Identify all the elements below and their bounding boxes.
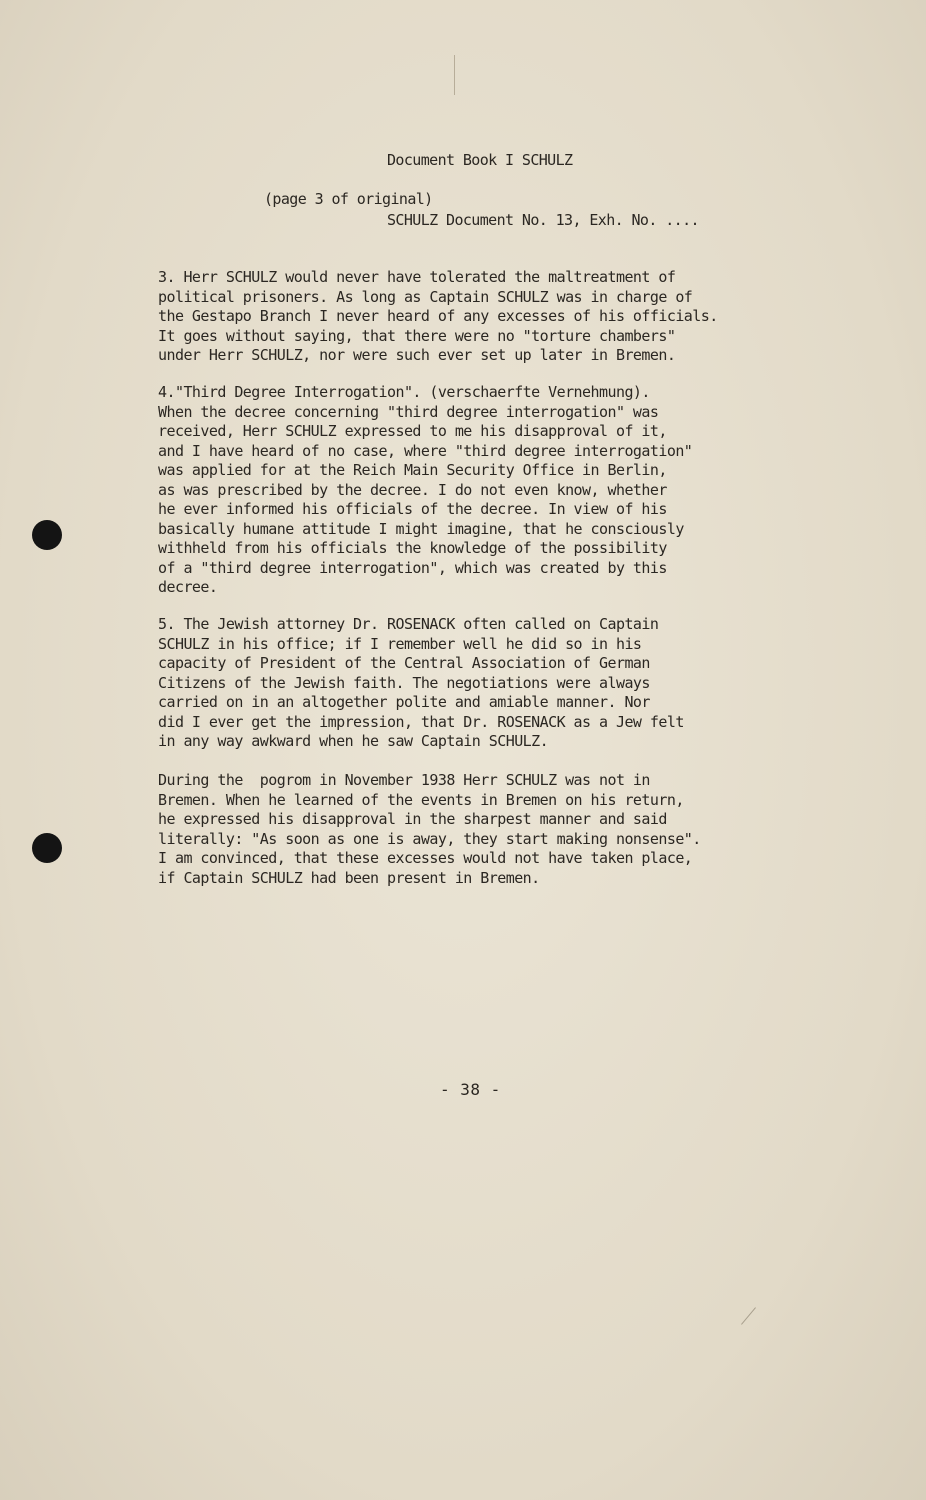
scratch-mark	[741, 1307, 756, 1324]
page-reference: (page 3 of original)	[264, 190, 433, 208]
paragraph-5: 5. The Jewish attorney Dr. ROSENACK often called on Captain SCHULZ in his office; if I remember well he did so in his capacity of President of the Central Association of German Citizens of the Jewish faith. The negotiations were always carried on in an altogether polite and amiable manner. Nor did I ever get the impression, that Dr. ROSENACK as a Jew felt in any way awkward when he saw Captain SCHULZ.	[158, 615, 684, 750]
header-line-2: SCHULZ Document No. 13, Exh. No. ....	[387, 211, 699, 229]
paragraph-pogrom: During the pogrom in November 1938 Herr SCHULZ was not in Bremen. When he learned of the events in Bremen on his return, he expressed his disapproval in the sharpest manner and said literally: "As soon as one is away, they start making nonsense". I am convinced, that these excesses would not have taken place, if Captain SCHULZ had been present in Bremen.	[158, 771, 701, 887]
punch-hole-icon	[32, 833, 62, 863]
header-line-1: Document Book I SCHULZ	[387, 151, 573, 169]
page-number: - 38 -	[440, 1080, 501, 1099]
document-header	[387, 110, 699, 270]
punch-hole-icon	[32, 520, 62, 550]
paragraph-4: 4."Third Degree Interrogation". (verschaerfte Vernehmung). When the decree concerning "third degree interrogation" was received, Herr SCHULZ expressed to me his disapproval of it, and I have heard of no case, where "third degree interrogation" was applied for at the Reich Main Security Office in Berlin, as was prescribed by the decree. I do not even know, whether he ever informed his officials of the decree. In view of his basically humane attitude I might imagine, that he consciously withheld from his officials the knowledge of the possibility of a "third degree interrogation", which was created by this decree.	[158, 383, 693, 596]
paragraph-3: 3. Herr SCHULZ would never have tolerated the maltreatment of political prisoners. As long as Captain SCHULZ was in charge of the Gestapo Branch I never heard of any excesses of his officials. It goes without saying, that there were no "torture chambers" under Herr SCHULZ, nor were such ever set up later in Bremen.	[158, 268, 718, 364]
fold-mark	[454, 55, 455, 95]
